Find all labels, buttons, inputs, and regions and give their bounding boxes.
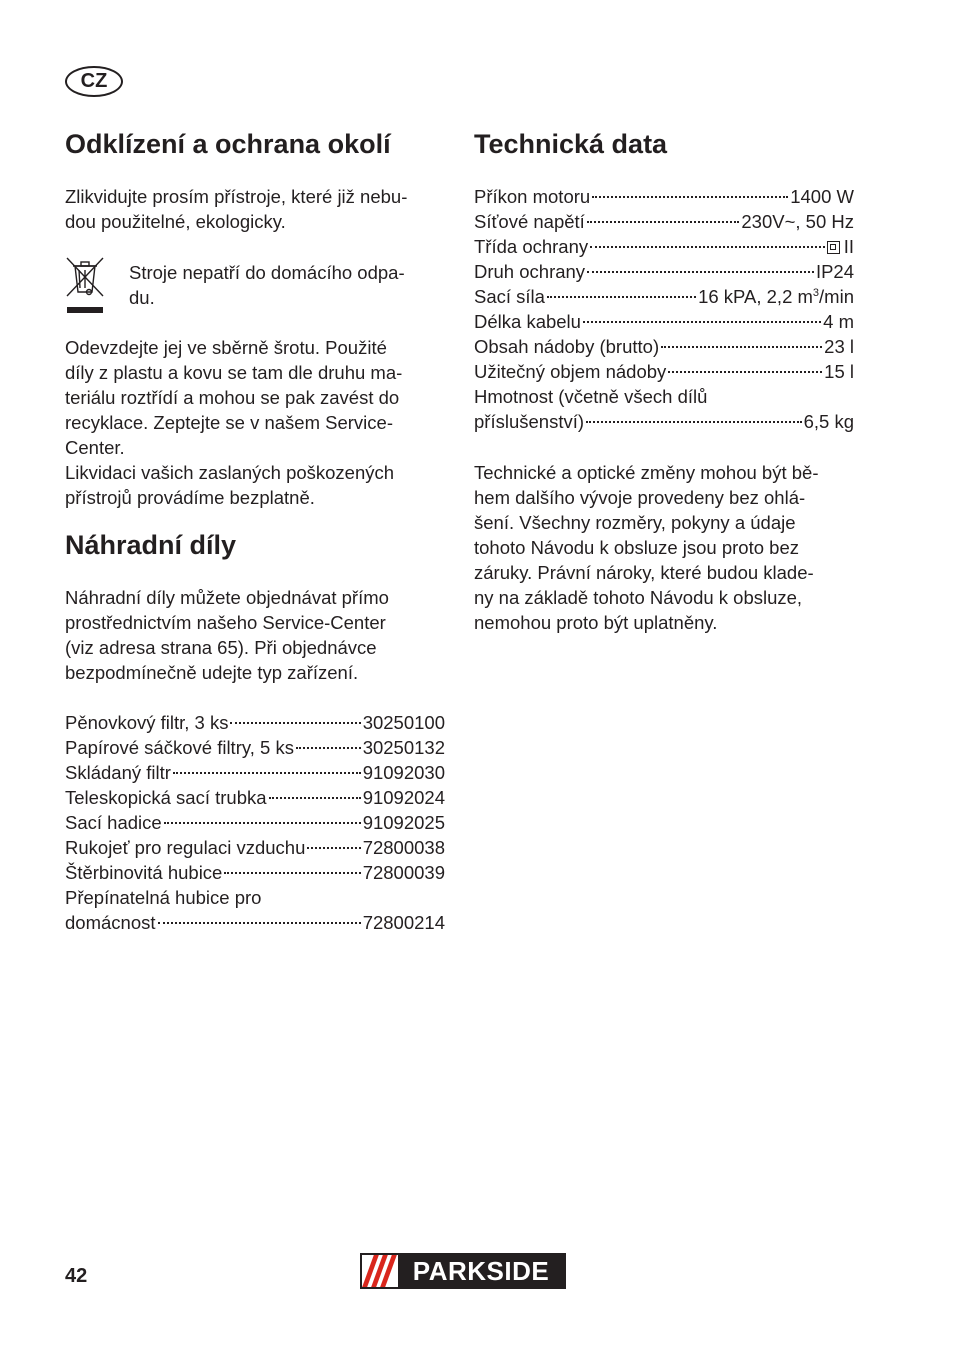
spec-label: Užitečný objem nádoby (474, 361, 667, 382)
spec-value-wrap (827, 234, 854, 259)
spare-part-row (65, 710, 445, 735)
leader-dots (296, 746, 361, 749)
part-name: Skládaný filtr (65, 762, 171, 783)
part-number: 30250100 (362, 712, 445, 733)
spare-part-row (65, 910, 445, 935)
text-line: záruky. Právní nároky, které budou klade- (474, 562, 814, 583)
text-line: prostřednictvím našeho Service-Center (65, 612, 386, 633)
leader-dots (547, 295, 696, 298)
text-line: du. (129, 287, 155, 308)
weee-notice (129, 260, 445, 310)
spec-suffix: /min (819, 286, 854, 307)
tech-row (474, 234, 854, 259)
spec-label: Obsah nádoby (brutto) (474, 336, 660, 357)
spec-value-wrap (698, 284, 854, 309)
part-name: Sací hadice (65, 812, 162, 833)
spare-part-row (65, 735, 445, 760)
spec-value: 16 kPA, 2,2 m (698, 286, 813, 307)
spare-parts-intro (65, 585, 445, 685)
spec-label: Příkon motoru (474, 186, 591, 207)
spare-part-row (65, 860, 445, 885)
part-number: 91092024 (362, 787, 445, 808)
text-line: Technické a optické změny mohou být bě- (474, 462, 819, 483)
text-line: tohoto Návodu k obsluze jsou proto bez (474, 537, 799, 558)
text-line: nemohou proto být uplatněny. (474, 612, 718, 633)
tech-data-list (474, 184, 854, 434)
text-line: bezpodmínečně udejte typ zařízení. (65, 662, 359, 683)
spare-parts-heading: Náhradní díly (65, 530, 237, 560)
superscript: 3 (812, 287, 820, 299)
leader-dots (269, 796, 361, 799)
leader-dots (586, 420, 802, 423)
parkside-logo (360, 1253, 566, 1289)
spec-value: 230V~, 50 Hz (741, 211, 854, 232)
text-line: ny na základě tohoto Návodu k obsluze, (474, 587, 803, 608)
part-name: Papírové sáčkové filtry, 5 ks (65, 737, 294, 758)
disposal-heading: Odklízení a ochrana okolí (65, 129, 391, 159)
text-line: Náhradní díly můžete objednávat přímo (65, 587, 389, 608)
text-line: recyklace. Zeptejte se v našem Service- (65, 412, 393, 433)
tech-row (474, 359, 854, 384)
disposal-intro (65, 184, 445, 234)
leader-dots (230, 721, 360, 724)
leader-dots (592, 195, 788, 198)
tech-row (474, 209, 854, 234)
tech-row-continued (474, 384, 854, 409)
part-number: 72800214 (362, 912, 445, 933)
disposal-body (65, 335, 445, 510)
part-number: 30250132 (362, 737, 445, 758)
leader-dots (307, 846, 360, 849)
text-line: šení. Všechny rozměry, pokyny a údaje (474, 512, 796, 533)
spare-part-row (65, 760, 445, 785)
part-name: Rukojeť pro regulaci vzduchu (65, 837, 306, 858)
spec-value: 15 l (824, 361, 854, 382)
part-name-line: Přepínatelná hubice pro (65, 887, 262, 908)
spec-label-line: Hmotnost (včetně všech dílů (474, 386, 708, 407)
spec-value: II (843, 236, 854, 257)
text-line: přístrojů provádíme bezplatně. (65, 487, 315, 508)
crossed-out-bin-icon (65, 256, 105, 316)
part-number: 91092025 (362, 812, 445, 833)
text-line: Stroje nepatří do domácího odpa- (129, 262, 405, 283)
logo-stripes-icon (362, 1255, 398, 1287)
part-name: Štěrbinovitá hubice (65, 862, 223, 883)
spec-value: 23 l (824, 336, 854, 357)
spec-label: Druh ochrany (474, 261, 586, 282)
spec-value: 6,5 kg (803, 411, 854, 432)
leader-dots (587, 220, 740, 223)
part-number: 91092030 (362, 762, 445, 783)
text-line: hem dalšího vývoje provedeny bez ohlá- (474, 487, 806, 508)
tech-row (474, 284, 854, 309)
text-line: díly z plastu a kovu se tam dle druhu ma- (65, 362, 403, 383)
leader-dots (668, 370, 822, 373)
spare-part-row (65, 810, 445, 835)
tech-note (474, 460, 854, 635)
text-line: teriálu roztřídí a mohou se pak zavést do (65, 387, 400, 408)
spec-label: Síťové napětí (474, 211, 585, 232)
tech-row (474, 259, 854, 284)
leader-dots (158, 921, 361, 924)
text-line: dou použitelné, ekologicky. (65, 211, 286, 232)
leader-dots (661, 345, 822, 348)
logo-text: PARKSIDE (412, 1255, 550, 1286)
part-name: Teleskopická sací trubka (65, 787, 267, 808)
spare-part-row (65, 785, 445, 810)
leader-dots (590, 245, 825, 248)
text-line: (viz adresa strana 65). Při objednávce (65, 637, 377, 658)
tech-data-heading: Technická data (474, 129, 668, 159)
spare-parts-list (65, 710, 445, 935)
spare-part-row-continued (65, 885, 445, 910)
part-number: 72800039 (362, 862, 445, 883)
leader-dots (173, 771, 361, 774)
page-number: 42 (65, 1265, 88, 1287)
spec-label: Délka kabelu (474, 311, 581, 332)
tech-row (474, 334, 854, 359)
text-line: Center. (65, 437, 125, 458)
part-name: Pěnovkový filtr, 3 ks (65, 712, 229, 733)
leader-dots (224, 871, 360, 874)
leader-dots (164, 821, 361, 824)
part-number: 72800038 (362, 837, 445, 858)
part-name: domácnost (65, 912, 156, 933)
leader-dots (583, 320, 821, 323)
text-line: Odevzdejte jej ve sběrně šrotu. Použité (65, 337, 387, 358)
language-badge (65, 66, 123, 97)
spec-label: Sací síla (474, 286, 545, 307)
language-code: CZ (80, 70, 108, 92)
leader-dots (587, 270, 814, 273)
spec-value: 1400 W (790, 186, 854, 207)
spec-value: 4 m (823, 311, 854, 332)
tech-row (474, 309, 854, 334)
spec-label: Třída ochrany (474, 236, 589, 257)
spec-value: IP24 (815, 261, 854, 282)
text-line: Zlikvidujte prosím přístroje, které již nebu- (65, 186, 408, 207)
tech-row (474, 184, 854, 209)
spare-part-row (65, 835, 445, 860)
tech-row (474, 409, 854, 434)
double-square-icon (827, 241, 840, 254)
text-line: Likvidaci vašich zaslaných poškozených (65, 462, 395, 483)
spec-label: příslušenství) (474, 411, 585, 432)
